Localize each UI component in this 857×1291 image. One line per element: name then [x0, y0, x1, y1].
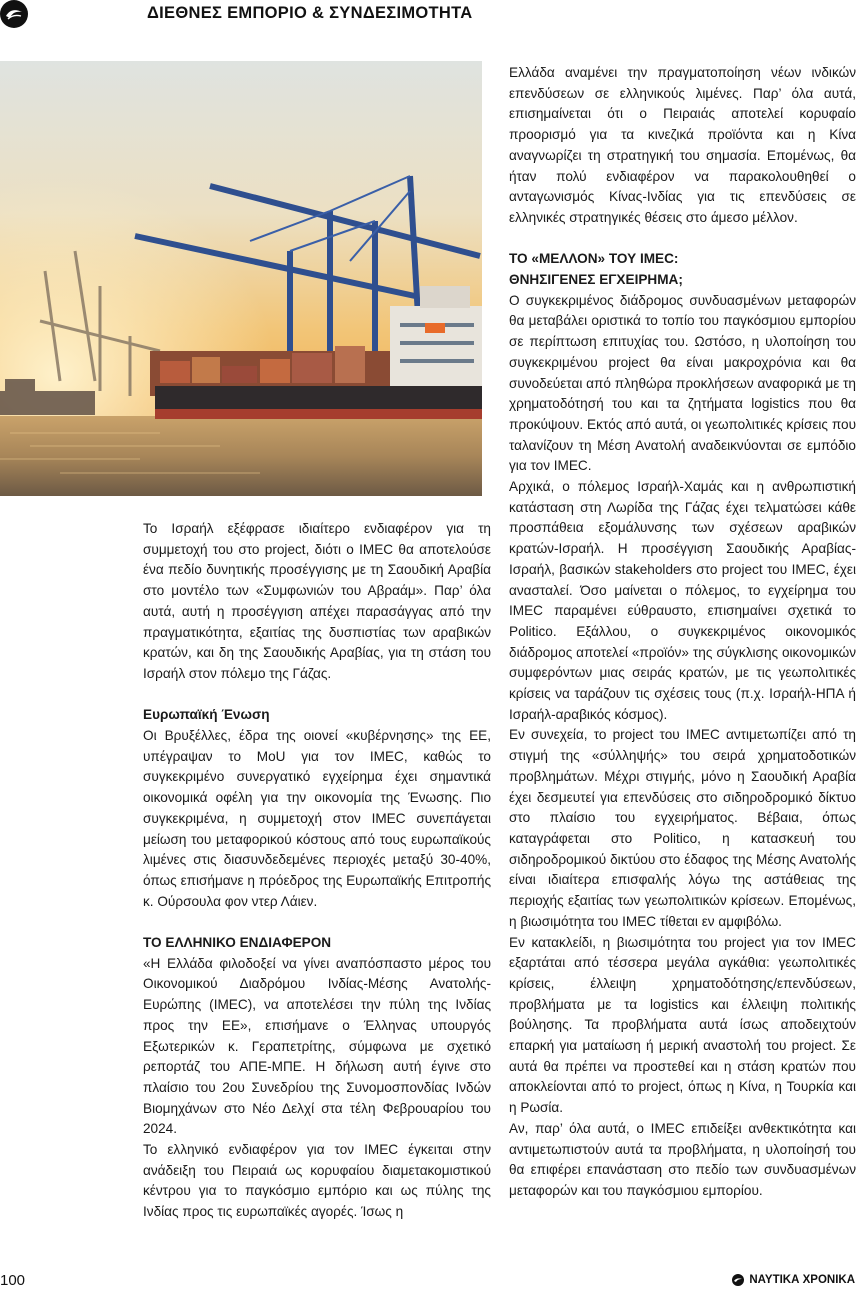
paragraph: Το Ισραήλ εξέφρασε ιδιαίτερο ενδιαφέρον για τη συμμετοχή του στο project, διότι ο IMEC θα αποτελούσε ένα πεδίο δυνητικής προσέγγισης με τη Σαουδική Αραβία στο μοντέλο των «Συμφωνιών του Αβραάμ». Παρ’ όλα αυτά, αυτή η προσέγγιση απέχει παρασάγγας από την πραγματικότητα, εξαιτίας της δυσπιστίας των αραβικών κρατών, και δη της Σαουδικής Αραβίας, για τη στάση του Ισραήλ στον πόλεμο της Γάζας. [143, 521, 491, 681]
paragraph: Ελλάδα αναμένει την πραγματοποίηση νέων ινδικών επενδύσεων σε ελληνικούς λιμένες. Παρ’ όλα αυτά, επισημαίνεται ότι ο Πειραιάς αποτελεί κορυφαίο προορισμό για τα κινεζικά προϊόντα και η Κίνα αναγνωρίζει τη στρατηγική του σημασία. Επομένως, θα ήταν πολύ ενδιαφέρον να παρακολουθηθεί ο ανταγωνισμός Κίνας-Ινδίας για τις επενδύσεις σε ελληνικές στρατηγικές θέσεις στο άμεσο μέλλον. [509, 65, 856, 225]
paragraph: Ο συγκεκριμένος διάδρομος συνδυασμένων μεταφορών θα μεταβάλει οριστικά το τοπίο του παγκόσμιου εμπορίου σε περίπτωση επιτυχίας του. Ωστόσο, η υλοποίηση του συγκεκριμένου project θα είναι μακροχρόνια και θα συνοδεύεται από πληθώρα προκλήσεων αναφορικά με τη χρηματοδότησή του και τα ζητήματα logistics που θα προκύψουν. Εκτός από αυτά, οι γεωπολιτικές κρίσεις που ταλανίζουν τη Μέση Ανατολή αναδεικνύονται σε εμπόδιο για τον IMEC. [509, 292, 856, 474]
wave-logo-icon [0, 0, 28, 28]
port-cranes-photo [0, 61, 482, 496]
brand-name: ΝΑΥΤΙΚΑ ΧΡΟΝΙΚΑ [749, 1274, 855, 1286]
wave-logo-icon [732, 1274, 744, 1286]
footer-brand [732, 1274, 855, 1286]
subheading-future-line-2: ΘΝΗΣΙΓΕΝΕΣ ΕΓΧΕΙΡΗΜΑ; [509, 272, 683, 288]
paragraph: Οι Βρυξέλλες, έδρα της οιονεί «κυβέρνησης» της ΕΕ, υπέγραψαν το MoU για τον IMEC, καθώς το συγκεκριμένο συνεργατικό εγχείρημα έχει σημαντικά οικονομικά οφέλη για την οικονομία της Ένωσης. Πιο συγκεκριμένα, η συμμετοχή στον IMEC συνεπάγεται μείωση του μεταφορικού κόστους από τους ευρωπαϊκούς λιμένες στις διασυνδεδεμένες περιοχές μεταξύ 30-40%, όπως επισήμανε η πρόεδρος της Ευρωπαϊκής Επιτροπής κ. Ούρσουλα φον ντερ Λάιεν. [143, 728, 491, 909]
section-title: ΔΙΕΘΝΕΣ ΕΜΠΟΡΙΟ & ΣΥΝΔΕΣΙΜΟΤΗΤΑ [147, 4, 473, 22]
page-number: 100 [0, 1272, 26, 1289]
paragraph: Εν κατακλείδι, η βιωσιμότητα του project για τον IMEC εξαρτάται από τέσσερα μεγάλα αγκάθια: γεωπολιτικές κρίσεις, έλλειψη χρηματοδότησης/επενδύσεων, προβλήματα με τα logistics και έλλειψη πολιτικής βούλησης. Τα προβλήματα αυτά ίσως αποδειχτούν επαρκή για ματαίωση ή μερική αναστολή του project. Σε αυτά θα πρέπει να προστεθεί και η στάση κρατών που αποκλείονται από το project, όπως η Κίνα, η Τουρκία και η Ρωσία. [509, 934, 856, 1116]
left-column [143, 519, 491, 1223]
subheading-future-line-1: ΤΟ «ΜΕΛΛΟΝ» ΤΟΥ IMEC: [509, 251, 679, 267]
paragraph: Αρχικά, ο πόλεμος Ισραήλ-Χαμάς και η ανθρωπιστική κατάσταση στη Λωρίδα της Γάζας έχει τελματώσει κάθε προσπάθεια εξομάλυνσης των σχέσεων αραβικών κρατών-Ισραήλ. Η προσέγγιση Σαουδικής Αραβίας-Ισραήλ, βασικών stakeholders στο project του IMEC, έχει ανασταλεί. Όσο μαίνεται ο πόλεμος, το εγχείρημα του IMEC παραμένει εύθραυστο, επισημαίνει σχετικά το Politico. Εξάλλου, ο συγκεκριμένος οικονομικός διάδρομος αποτελεί «προϊόν» της σύγκλισης οικονομικών συμφερόντων μιας σειράς κρατών, με τις γεωπολιτικές κρίσεις να ταράζουν τις σχέσεις τους (π.χ. Ισραήλ-ΗΠΑ ή Ισραήλ-αραβικός κόσμος). [509, 479, 856, 722]
paragraph: Εν συνεχεία, το project του IMEC αντιμετωπίζει από τη στιγμή της «σύλληψής» του σειρά χρηματοδοτικών προβλημάτων. Μέχρι στιγμής, μόνο η Σαουδική Αραβία έχει δεσμευτεί για επενδύσεις στο σιδηροδρομικό δίκτυο στο πλαίσιο του εγχειρήματος. Βέβαια, όπως καταγράφεται στο Politico, η κατασκευή του σιδηροδρομικού δικτύου στο έδαφος της Μέσης Ανατολής είναι ιδιαίτερα επισφαλής λόγω της αστάθειας της περιοχής εξαιτίας των γεωπολιτικών κρίσεων. Επομένως, η βιωσιμότητα του IMEC τίθεται εν αμφιβόλω. [509, 727, 856, 929]
paragraph: «Η Ελλάδα φιλοδοξεί να γίνει αναπόσπαστο μέρος του Οικονομικού Διαδρόμου Ινδίας-Μέσης Ανατολής-Ευρώπης (IMEC), να αποτελέσει την πύλη της Ινδίας προς την ΕΕ», επισήμανε ο Έλληνας υπουργός Εξωτερικών κ. Γεραπετρίτης, σύμφωνα με σχετικό ρεπορτάζ του ΑΠΕ-ΜΠΕ. Η δήλωση αυτή έγινε στο πλαίσιο του 2ου Συνεδρίου της Συνομοσπονδίας Ινδών Βιομηχάνων στο Νέο Δελχί στα τέλη Φεβρουαρίου του 2024. [143, 955, 491, 1137]
right-column [509, 63, 856, 1202]
paragraph: Αν, παρ’ όλα αυτά, ο IMEC επιδείξει ανθεκτικότητα και αντιμετωπιστούν αυτά τα προβλήματα, η υλοποίησή του θα επιφέρει επανάσταση στο πεδίο των συνδυασμένων μεταφορών και του παγκόσμιου εμπορίου. [509, 1120, 856, 1198]
subheading-greek-interest: ΤΟ ΕΛΛΗΝΙΚΟ ΕΝΔΙΑΦΕΡΟΝ [143, 935, 332, 951]
paragraph: Το ελληνικό ενδιαφέρον για τον IMEC έγκειται στην ανάδειξη του Πειραιά ως κορυφαίου διαμετακομιστικού κέντρου για το παγκόσμιο εμπόριο και ως πύλης της Ινδίας προς τις ευρωπαϊκές αγορές. Ίσως η [143, 1142, 491, 1220]
subheading-eu: Ευρωπαϊκή Ένωση [143, 707, 270, 723]
